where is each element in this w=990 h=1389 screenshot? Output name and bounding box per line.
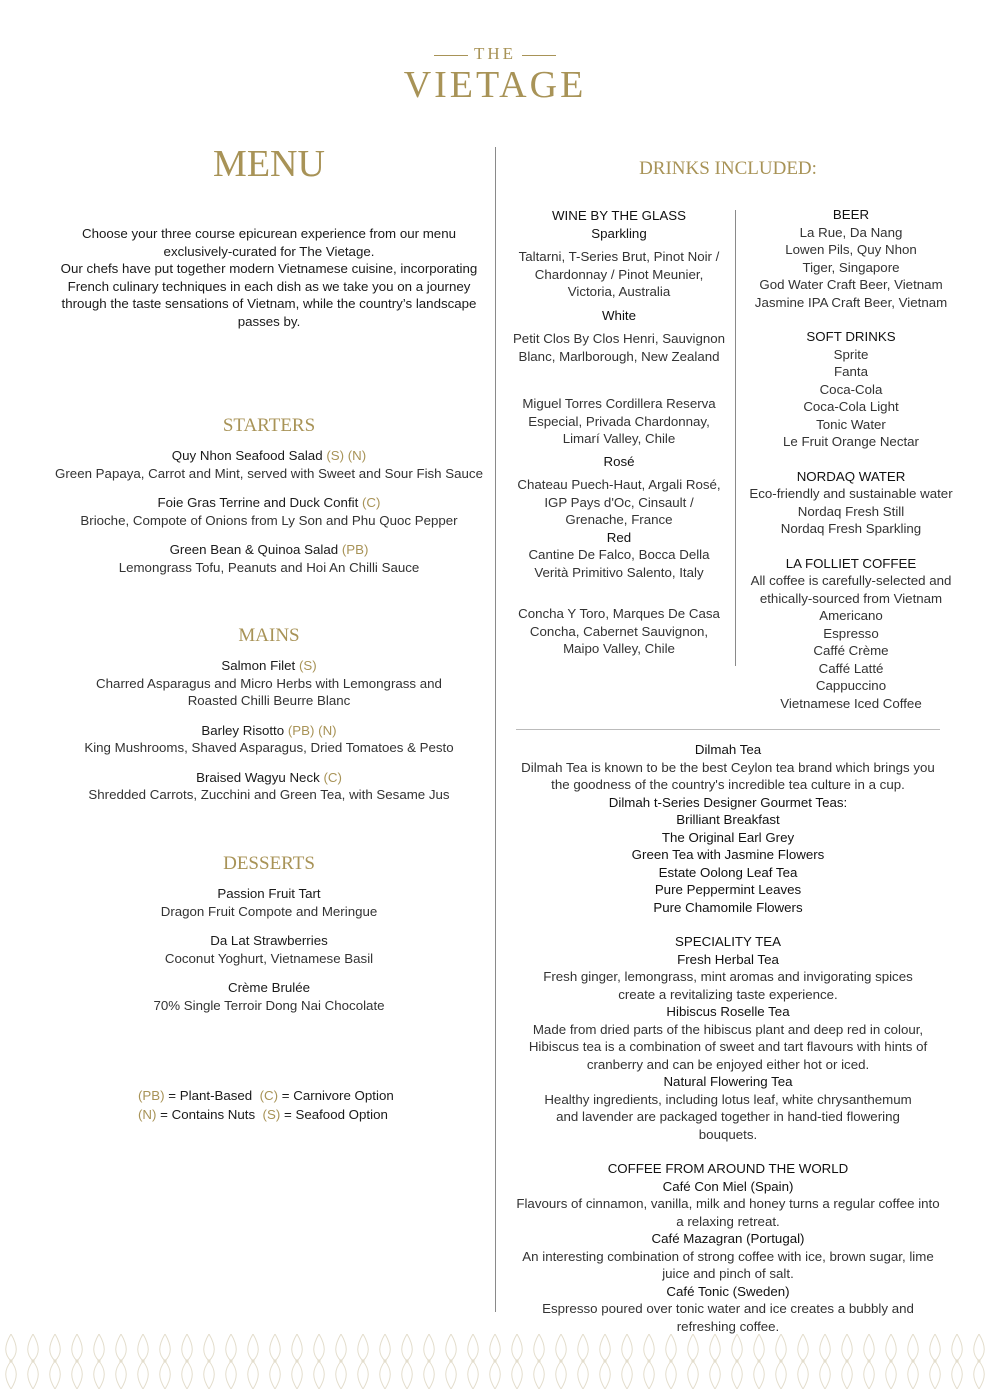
nordaq-list: [742, 485, 960, 538]
list-item: Sprite: [833, 346, 869, 362]
dish-item: [40, 657, 498, 710]
item-name: Fresh Herbal Tea: [677, 951, 779, 967]
dish-name: Salmon Filet: [221, 658, 296, 673]
dilmah-title: Dilmah Tea: [694, 742, 762, 757]
wine-red-item-2: Concha Y Toro, Marques De Casa Concha, Cabernet Sauvignon, Maipo Valley, Chile: [518, 606, 720, 656]
item-name: Café Tonic (Sweden): [666, 1283, 790, 1299]
wine-sparkling-item: Taltarni, T-Series Brut, Pinot Noir / Chardonnay / Pinot Meunier, Victoria, Australia: [518, 249, 720, 299]
dish-name: Braised Wagyu Neck: [196, 769, 320, 785]
dish-desc: Dragon Fruit Compote and Meringue: [160, 903, 378, 919]
legend-pb-text: = Plant-Based: [168, 1088, 253, 1103]
item-name: Café Con Miel (Spain): [662, 1178, 794, 1194]
list-item: Coca-Cola: [819, 381, 883, 397]
list-item: La Rue, Da Nang: [799, 224, 903, 240]
intro-line-2: Our chefs have put together modern Vietnamese cuisine, incorporating French culinary techniques in each dish as we take you on a journey through the taste sensations of Vietnam, while the country’s landscape passes by.: [60, 261, 478, 329]
dish-name: Barley Risotto: [201, 722, 285, 738]
legend-row: [138, 1105, 394, 1124]
speciality-item: [512, 951, 944, 1004]
list-item: Pure Peppermint Leaves: [654, 882, 802, 897]
dish-item: [40, 447, 498, 482]
list-item: The Original Earl Grey: [661, 829, 795, 845]
wine-white-item-2: Miguel Torres Cordillera Reserva Especial, Privada Chardonnay, Limarí Valley, Chile: [522, 396, 716, 446]
designer-list: [512, 811, 944, 916]
list-item: Pure Chamomile Flowers: [653, 899, 803, 915]
mains-title: MAINS: [238, 625, 300, 646]
dish-name: Green Bean & Quinoa Salad: [169, 542, 339, 557]
list-item: Tiger, Singapore: [802, 259, 900, 275]
item-desc: Espresso poured over tonic water and ice creates a bubbly and refreshing coffee.: [542, 1301, 914, 1334]
dish-item: [40, 769, 498, 804]
list-item: Caffé Latté: [818, 660, 884, 676]
dish-name: Foie Gras Terrine and Duck Confit: [157, 495, 359, 510]
dish-item: [40, 541, 498, 576]
dilmah-desc: Dilmah Tea is known to be the best Ceylon tea brand which brings you the goodness of the country's incredible tea culture in a cup.: [521, 759, 935, 792]
speciality-item: [512, 1073, 944, 1143]
dish-desc: Shredded Carrots, Zucchini and Green Tea, with Sesame Jus: [88, 787, 450, 802]
item-name: Hibiscus Roselle Tea: [666, 1004, 790, 1019]
dish-name: Quy Nhon Seafood Salad: [171, 448, 323, 463]
dish-item: [40, 494, 498, 529]
footer-pattern: [0, 1334, 990, 1389]
wine-white-item-1: Petit Clos By Clos Henri, Sauvignon Blanc, Marlborough, New Zealand: [512, 331, 726, 364]
nordaq-title: NORDAQ WATER: [796, 468, 906, 484]
soft-drinks-list: [742, 346, 960, 451]
dish-item: [40, 979, 498, 1014]
menu-title: MENU: [213, 143, 325, 185]
legend-c: (C): [259, 1088, 279, 1103]
speciality-title: SPECIALITY TEA: [675, 934, 781, 949]
wine-rose-item: Chateau Puech-Haut, Argali Rosé, IGP Pays d'Oc, Cinsault / Grenache, France: [517, 477, 721, 527]
wine-sparkling-label: Sparkling: [591, 225, 647, 241]
drinks-right-column: [742, 206, 960, 712]
logo: [0, 44, 990, 106]
item-desc: Healthy ingredients, including lotus leaf, white chrysanthemum and lavender are packaged together in hand-tied flowering bouquets.: [544, 1091, 912, 1142]
list-item: Nordaq Fresh Sparkling: [780, 521, 922, 536]
list-item: Tonic Water: [816, 416, 886, 432]
dish-desc: Lemongrass Tofu, Peanuts and Hoi An Chilli Sauce: [118, 559, 420, 575]
legend: [138, 1086, 394, 1124]
item-desc: Made from dried parts of the hibiscus plant and deep red in colour, Hibiscus tea is a combination of sweet and tart flavours with hints of cranberry and can be enjoyed either hot or iced.: [528, 1021, 928, 1072]
mains-section: [40, 625, 498, 816]
item-desc: Flavours of cinnamon, vanilla, milk and honey turns a regular coffee into a relaxing retreat.: [516, 1196, 940, 1229]
item-name: Café Mazagran (Portugal): [651, 1231, 805, 1246]
list-item: Lowen Pils, Quy Nhon: [785, 242, 917, 257]
dish-tags: (PB): [341, 542, 369, 557]
dish-item: [40, 885, 498, 920]
tea-section: [512, 741, 944, 1335]
coffee-world-title: COFFEE FROM AROUND THE WORLD: [607, 1161, 849, 1176]
list-item: Coca-Cola Light: [803, 399, 899, 414]
wine-red-item-1: Cantine De Falco, Bocca Della Verità Primitivo Salento, Italy: [528, 547, 710, 580]
item-desc: Fresh ginger, lemongrass, mint aromas and invigorating spices create a revitalizing taste experience.: [543, 969, 913, 1002]
wine-red-label: Red: [606, 529, 632, 545]
legend-n: (N): [138, 1107, 157, 1122]
dish-tags: (C): [362, 495, 381, 510]
list-item: Jasmine IPA Craft Beer, Vietnam: [754, 294, 948, 310]
dish-item: [40, 722, 498, 757]
logo-name: VIETAGE: [403, 64, 587, 106]
dish-desc: Coconut Yoghurt, Vietnamese Basil: [164, 950, 374, 966]
drinks-title: DRINKS INCLUDED:: [639, 158, 817, 179]
speciality-item: [512, 1003, 944, 1073]
dish-desc: Charred Asparagus and Micro Herbs with Lemongrass and Roasted Chilli Beurre Blanc: [96, 675, 442, 708]
list-item: Brilliant Breakfast: [676, 812, 780, 827]
starters-section: [40, 415, 498, 588]
list-item: Cappuccino: [815, 678, 887, 693]
list-item: Americano: [819, 608, 883, 623]
list-item: God Water Craft Beer, Vietnam: [759, 277, 943, 292]
dish-tags: (C): [323, 769, 342, 785]
list-item: Le Fruit Orange Nectar: [783, 434, 919, 449]
dish-desc: Green Papaya, Carrot and Mint, served with Sweet and Sour Fish Sauce: [55, 465, 483, 481]
starters-title: STARTERS: [222, 415, 316, 436]
dish-tags: (S): [298, 658, 317, 673]
list-item: Eco-friendly and sustainable water: [749, 486, 953, 501]
beer-title: BEER: [832, 207, 870, 222]
desserts-title: DESSERTS: [223, 853, 315, 874]
desserts-section: [40, 853, 498, 1026]
legend-row: [138, 1086, 394, 1105]
wine-white-label: White: [602, 307, 636, 323]
dish-desc: King Mushrooms, Shaved Asparagus, Dried Tomatoes & Pesto: [84, 740, 454, 755]
legend-s: (S): [262, 1107, 281, 1122]
column-divider: [495, 147, 496, 1312]
item-desc: An interesting combination of strong coffee with ice, brown sugar, lime juice and pinch of salt.: [522, 1248, 934, 1281]
dish-tags: (PB) (N): [287, 722, 337, 738]
legend-s-text: = Seafood Option: [283, 1107, 388, 1122]
list-item: Fanta: [833, 364, 868, 379]
list-item: Nordaq Fresh Still: [797, 503, 905, 519]
coffee-world-item: [512, 1283, 944, 1336]
logo-the: THE: [0, 44, 990, 64]
list-item: Estate Oolong Leaf Tea: [658, 864, 798, 880]
intro-line-1: Choose your three course epicurean experience from our menu exclusively-curated for The Vietage.: [82, 226, 456, 259]
dish-item: [40, 932, 498, 967]
list-item: Green Tea with Jasmine Flowers: [631, 847, 825, 862]
list-item: Vietnamese Iced Coffee: [780, 695, 922, 711]
soft-drinks-title: SOFT DRINKS: [806, 329, 896, 344]
list-item: Caffé Crème: [813, 643, 889, 658]
wine-section: [508, 207, 730, 658]
beer-list: [742, 224, 960, 312]
coffee-world-item: [512, 1178, 944, 1231]
legend-n-text: = Contains Nuts: [160, 1107, 256, 1122]
dish-name: Passion Fruit Tart: [217, 886, 321, 901]
dish-name: Da Lat Strawberries: [210, 933, 328, 948]
coffee-title: LA FOLLIET COFFEE: [785, 555, 917, 571]
legend-pb: (PB): [138, 1088, 165, 1103]
dish-tags: (S) (N): [326, 448, 367, 463]
designer-title: Dilmah t-Series Designer Gourmet Teas:: [608, 794, 848, 810]
coffee-world-item: [512, 1230, 944, 1283]
legend-c-text: = Carnivore Option: [281, 1088, 394, 1103]
dish-name: Crème Brulée: [227, 980, 311, 995]
tea-divider: [516, 729, 940, 730]
coffee-list: [742, 607, 960, 712]
dish-desc: Brioche, Compote of Onions from Ly Son and Phu Quoc Pepper: [80, 512, 458, 528]
wine-title: WINE BY THE GLASS: [552, 208, 686, 223]
wine-rose-label: Rosé: [603, 453, 635, 469]
dish-desc: 70% Single Terroir Dong Nai Chocolate: [153, 997, 385, 1013]
item-name: Natural Flowering Tea: [663, 1074, 793, 1089]
coffee-desc: All coffee is carefully-selected and ethically-sourced from Vietnam: [750, 573, 952, 606]
drinks-divider: [735, 210, 736, 666]
list-item: Espresso: [823, 625, 879, 641]
menu-intro: [60, 225, 478, 331]
